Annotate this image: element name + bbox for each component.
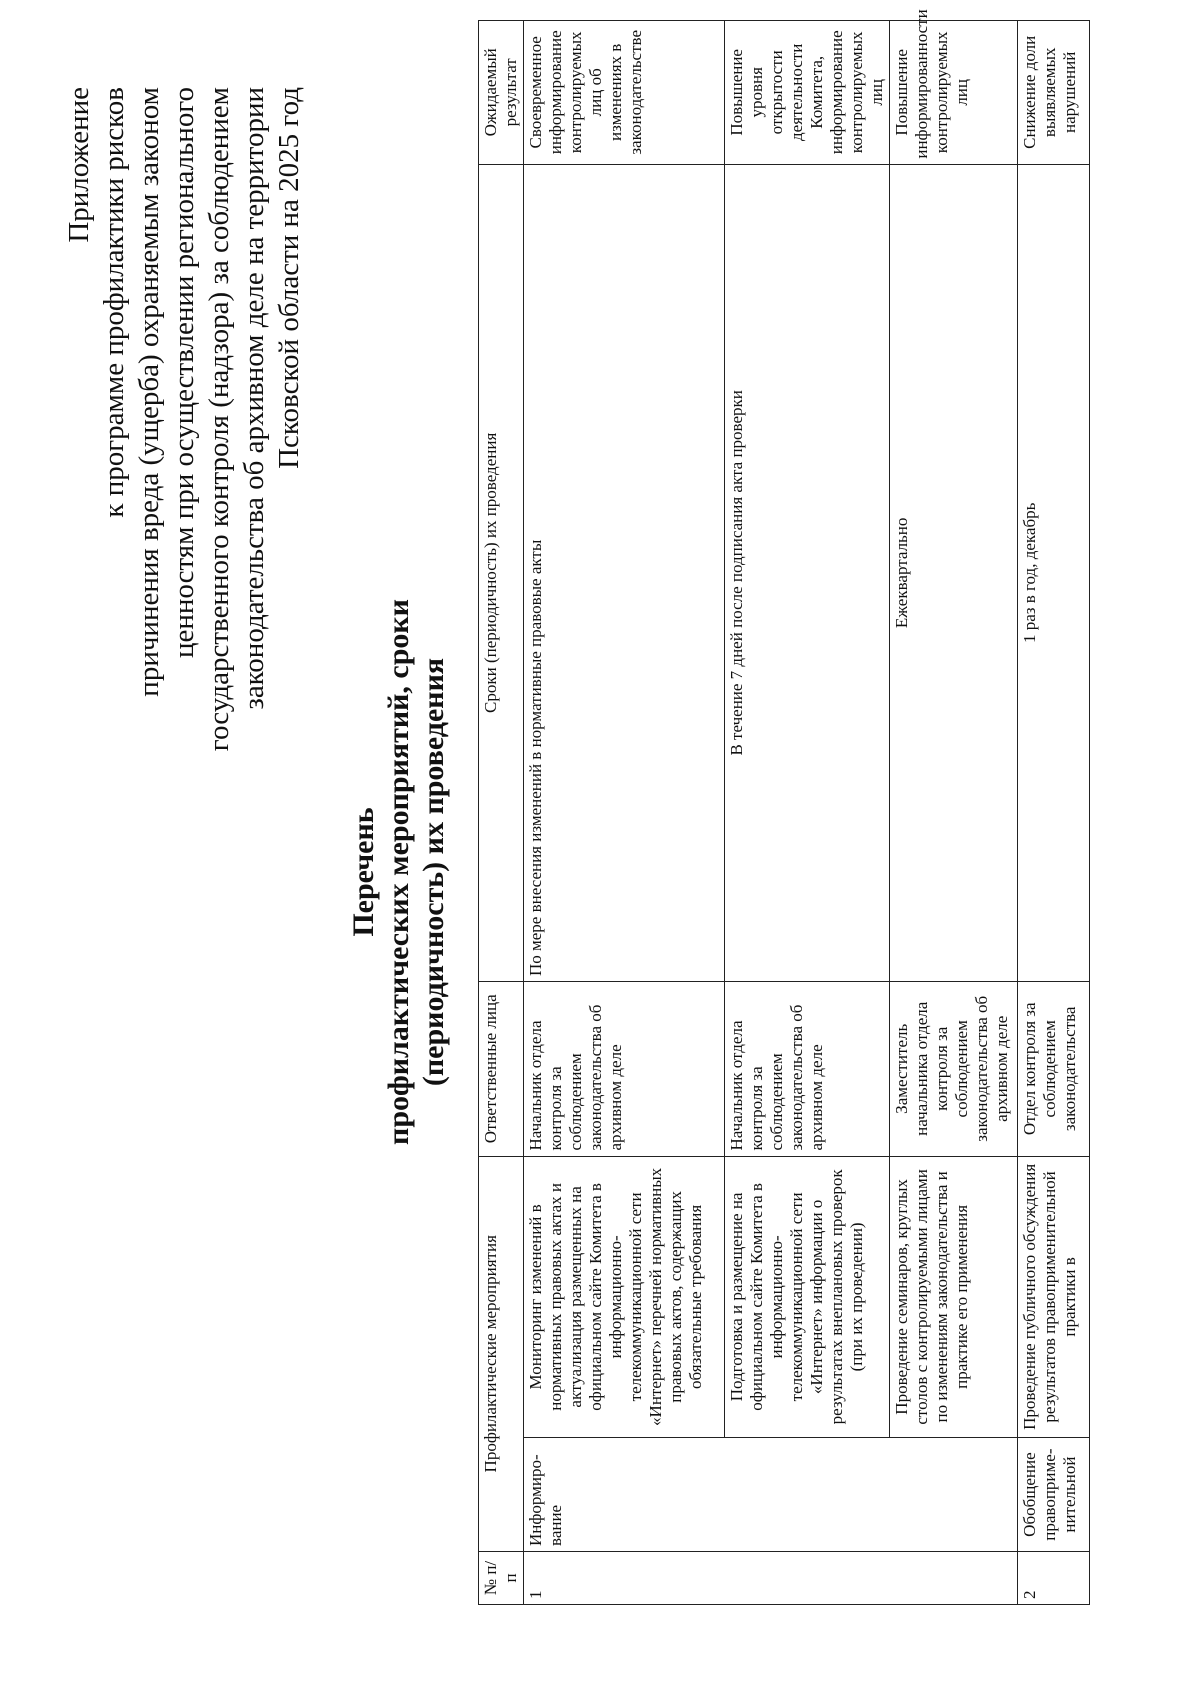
header-result: Ожидаемый результат <box>479 21 524 165</box>
row-num: 2 <box>1018 1551 1090 1604</box>
table-row <box>524 21 725 1605</box>
row-responsible: Отдел контроля за соблюдением законодательства <box>1018 982 1090 1157</box>
table-header-row <box>479 21 524 1605</box>
row-responsible: Начальник отдела контроля за соблюдением законодательства об архивном деле <box>524 982 725 1157</box>
appendix-line: законодательства об архивном деле на территории <box>238 87 270 710</box>
appendix-line: причинения вреда (ущерба) охраняемым законом <box>133 87 165 697</box>
appendix-line: государственного контроля (надзора) за соблюдением <box>203 87 235 752</box>
row-terms: Ежеквартально <box>890 164 1018 981</box>
row-result: Повышение информированности контролируемых лиц <box>890 21 1018 165</box>
row-result: Снижение доли выявляемых нарушений <box>1018 21 1090 165</box>
row-terms: В течение 7 дней после подписания акта проверки <box>725 164 890 981</box>
row-measure: Проведение публичного обсуждения результатов правоприменительной практики в <box>1018 1156 1090 1438</box>
document-title <box>346 447 451 1297</box>
measures-table <box>478 9 1090 1605</box>
row-result: Своевременное информирование контролируемых лиц об изменениях в законодательстве <box>524 21 725 165</box>
row-terms: По мере внесения изменений в нормативные правовые акты <box>524 164 725 981</box>
header-num: № п/п <box>479 1551 524 1604</box>
title-line-3: (периодичность) их проведения <box>417 657 450 1087</box>
row-type: Обобщение правоприме-нительной <box>1018 1438 1090 1552</box>
header-terms: Сроки (периодичность) их проведения <box>479 164 524 981</box>
row-measure: Проведение семинаров, круглых столов с контролируемыми лицами по изменениям законодательства и практике его применения <box>890 1156 1018 1438</box>
appendix-header <box>62 87 307 1457</box>
appendix-line: ценностям при осуществлении регионального <box>168 87 200 659</box>
header-measures: Профилактические мероприятия <box>479 1156 524 1551</box>
appendix-line: Псковской области на 2025 год <box>273 87 305 469</box>
appendix-line: к программе профилактики рисков <box>98 87 130 518</box>
title-line-1: Перечень <box>347 807 380 937</box>
row-measure: Мониторинг изменений в нормативных правовых актах и актуализация размещенных на официальном сайте Комитета в информационно-телекоммуникационной сети «Интернет» перечней нормативных правовых актов, содержащих обязательные требования <box>524 1156 725 1438</box>
row-responsible: Начальник отдела контроля за соблюдением законодательства об архивном деле <box>725 982 890 1157</box>
title-line-2: профилактических мероприятий, сроки <box>382 599 415 1145</box>
table-row <box>1018 21 1090 1605</box>
row-type: Информиро-вание <box>524 1438 1018 1552</box>
table-row <box>725 21 890 1605</box>
row-responsible: Заместитель начальника отдела контроля за соблюдением законодательства об архивном деле <box>890 982 1018 1157</box>
row-num: 1 <box>524 1551 1018 1604</box>
row-measure: Подготовка и размещение на официальном сайте Комитета в информационно-телекоммуникационной сети «Интернет» информации о результатах внеплановых проверок (при их проведении) <box>725 1156 890 1438</box>
header-responsible: Ответственные лица <box>479 982 524 1157</box>
appendix-line: Приложение <box>63 87 95 243</box>
table-row <box>890 21 1018 1605</box>
row-terms: 1 раз в год, декабрь <box>1018 164 1090 981</box>
row-result: Повышение уровня открытости деятельности Комитета, информирование контролируемых лиц <box>725 21 890 165</box>
